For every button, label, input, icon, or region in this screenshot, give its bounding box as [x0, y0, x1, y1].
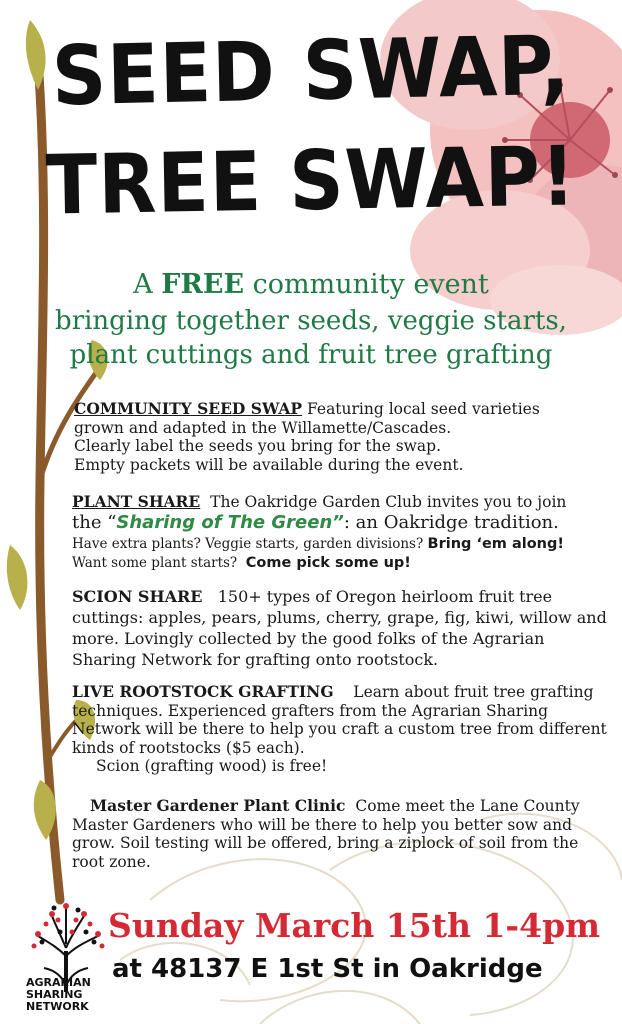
event-address: at 48137 E 1st St in Oakridge	[112, 954, 543, 984]
plant-share-heading: PLANT SHARE	[72, 492, 201, 511]
event-date: Sunday March 15th 1-4pm	[108, 906, 601, 945]
agrarian-sharing-network-logo-text: AGRARIAN SHARING NETWORK	[26, 976, 91, 1013]
free-emphasis: FREE	[161, 269, 245, 300]
plant-clinic-section: Master Gardener Plant Clinic Come meet the Lane County Master Gardeners who will be there to help you better sow and grow. Soil testing will be offered, bring a ziplock of soil from the root zone.	[72, 796, 580, 871]
scion-share-section: SCION SHARE 150+ types of Oregon heirloom fruit tree cuttings: apples, pears, plums, cherry, grape, fig, kiwi, willow and more. Lovingly collected by the good folks of the Agrarian Sharing Network for grafting onto rootstock.	[72, 587, 607, 669]
grafting-heading: LIVE ROOTSTOCK GRAFTING	[72, 682, 334, 701]
grafting-section: LIVE ROOTSTOCK GRAFTING Learn about fruit tree grafting techniques. Experienced grafters from the Agrarian Sharing Network will be there to help you craft a custom tree from different kinds of rootstocks ($5 each). Scion (grafting wood) is free!	[72, 682, 607, 775]
subtitle-line-2: bringing together seeds, veggie starts,	[55, 306, 567, 336]
seed-swap-heading: COMMUNITY SEED SWAP	[74, 399, 303, 418]
title-line-1: SEED SWAP,	[50, 18, 571, 125]
plant-share-section: PLANT SHARE The Oakridge Garden Club invites you to join the “Sharing of The Green”: an Oakridge tradition. Have extra plants? Veggie starts, garden divisions? Bring ‘em along! Want some plant starts? Come pick some up!	[72, 492, 567, 571]
title-line-2: TREE SWAP!	[45, 129, 577, 234]
seed-swap-section: COMMUNITY SEED SWAP Featuring local seed varieties grown and adapted in the Willamette/Cascades. Clearly label the seeds you bring for the swap. Empty packets will be available during the event.	[74, 399, 540, 474]
subtitle-line-3: plant cuttings and fruit tree grafting	[69, 340, 553, 370]
scion-share-heading: SCION SHARE	[72, 587, 203, 606]
sharing-green-highlight: Sharing of The Green”	[116, 511, 344, 533]
plant-clinic-heading: Master Gardener Plant Clinic	[90, 796, 346, 815]
subtitle-line-1: A FREE community event	[133, 269, 489, 300]
